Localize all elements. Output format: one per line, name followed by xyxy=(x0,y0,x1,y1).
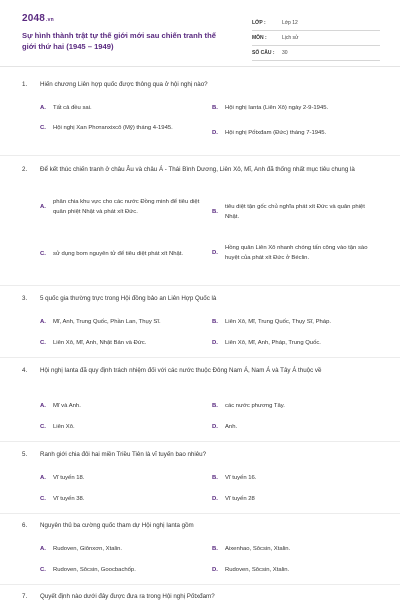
option-text: Liên Xô, Mĩ, Trung Quốc, Thụy Sĩ, Pháp. xyxy=(225,319,331,325)
meta-row-count xyxy=(252,46,380,61)
option-text: Aixenhao, Sôcsin, Xtalin. xyxy=(225,546,291,552)
option-1b[interactable] xyxy=(212,104,382,114)
question-6 xyxy=(22,521,380,532)
option-2b[interactable] xyxy=(212,203,382,223)
meta-table xyxy=(252,16,380,61)
option-1c[interactable] xyxy=(40,124,205,134)
option-text: Hồng quân Liên Xô nhanh chóng tấn công vào tận sào huyệt của phát xít Đức ở Béclin. xyxy=(225,245,368,261)
option-letter: A. xyxy=(40,475,46,481)
question-number: 7. xyxy=(22,593,28,600)
option-text: Hội nghị Pốtxđam (Đức) tháng 7-1945. xyxy=(225,130,327,136)
option-letter: C. xyxy=(40,251,46,257)
option-6d[interactable] xyxy=(212,566,382,576)
question-divider xyxy=(0,285,400,286)
option-text: Vĩ tuyến 28 xyxy=(225,496,255,502)
option-3b[interactable] xyxy=(212,318,382,328)
option-5c[interactable] xyxy=(40,495,205,505)
option-letter: A. xyxy=(40,105,46,111)
option-text: Liên Xô, Mĩ, Anh, Nhật Bản và Đức. xyxy=(53,340,147,346)
option-letter: C. xyxy=(40,125,46,131)
option-5d[interactable] xyxy=(212,495,382,505)
option-letter: A. xyxy=(40,203,46,210)
option-3a[interactable] xyxy=(40,318,205,328)
logo-text: 2048 xyxy=(22,13,46,24)
option-text: Liên Xô, Mĩ, Anh, Pháp, Trung Quốc. xyxy=(225,340,321,346)
option-letter: B. xyxy=(212,319,218,325)
option-2d[interactable] xyxy=(212,244,382,264)
option-5a[interactable] xyxy=(40,474,205,484)
question-number: 1. xyxy=(22,81,28,88)
meta-value: 30 xyxy=(282,50,288,56)
question-divider xyxy=(0,441,400,442)
meta-key: MÔN : xyxy=(252,35,267,41)
meta-key: LỚP : xyxy=(252,20,266,26)
option-text: Tất cả đều sai. xyxy=(53,105,92,111)
option-6a[interactable] xyxy=(40,545,205,555)
option-text: Rudoven, Sôcsin, Xtalin. xyxy=(225,567,290,573)
question-text: Để kết thúc chiến tranh ở châu Âu và châu Á - Thái Bình Dương, Liên Xô, Mĩ, Anh đã thống nhất mục tiêu chung là xyxy=(40,166,355,173)
option-letter: C. xyxy=(40,424,46,430)
option-1a[interactable] xyxy=(40,104,200,114)
option-3d[interactable] xyxy=(212,339,382,349)
question-divider xyxy=(0,584,400,585)
option-letter: A. xyxy=(40,403,46,409)
option-text: Liên Xô. xyxy=(53,424,75,430)
question-text: Hội nghị Ianta đã quy định trách nhiệm đối với các nước thuộc Đông Nam Á, Nam Á và Tây Á thuộc về xyxy=(40,367,322,374)
option-letter: B. xyxy=(212,403,218,409)
option-6c[interactable] xyxy=(40,566,205,576)
option-4c[interactable] xyxy=(40,423,205,433)
option-5b[interactable] xyxy=(212,474,382,484)
question-divider xyxy=(0,155,400,156)
question-text: Ranh giới chia đôi hai miền Triều Tiên là vĩ tuyến bao nhiêu? xyxy=(40,451,207,458)
question-5 xyxy=(22,450,380,461)
meta-row-grade xyxy=(252,16,380,31)
option-letter: D. xyxy=(212,130,218,136)
option-2c[interactable] xyxy=(40,250,205,260)
option-letter: D. xyxy=(212,249,218,256)
option-text: sử dụng bom nguyên tử để tiêu diệt phát xít Nhật. xyxy=(53,251,184,257)
question-divider xyxy=(0,513,400,514)
option-letter: D. xyxy=(212,496,218,502)
option-3c[interactable] xyxy=(40,339,205,349)
option-letter: B. xyxy=(212,208,218,215)
option-letter: C. xyxy=(40,567,46,573)
question-number: 6. xyxy=(22,522,28,529)
option-letter: A. xyxy=(40,546,46,552)
option-text: Rudoven, Giônxơn, Xtalin. xyxy=(53,546,123,552)
question-1 xyxy=(22,80,380,91)
option-6b[interactable] xyxy=(212,545,382,555)
question-number: 2. xyxy=(22,166,28,173)
question-text: Nguyên thủ ba cường quốc tham dự Hội nghị Ianta gồm xyxy=(40,522,194,529)
option-text: Mĩ, Anh, Trung Quốc, Phần Lan, Thụy Sĩ. xyxy=(53,319,161,325)
option-1d[interactable] xyxy=(212,129,382,139)
meta-row-subject xyxy=(252,31,380,46)
option-text: phân chia khu vực cho các nước Đồng minh để tiêu diệt quân phiệt Nhật và phát xít Đức. xyxy=(53,199,200,215)
question-number: 4. xyxy=(22,367,28,374)
question-text: 5 quốc gia thường trực trong Hội đồng bảo an Liên Hợp Quốc là xyxy=(40,295,217,302)
option-letter: B. xyxy=(212,475,218,481)
question-4 xyxy=(22,366,380,377)
meta-key: SỐ CÂU : xyxy=(252,50,275,56)
option-letter: C. xyxy=(40,340,46,346)
option-text: Vĩ tuyến 16. xyxy=(225,475,257,481)
option-text: Rudoven, Sôcsin, Goocbachốp. xyxy=(53,567,136,573)
header-divider xyxy=(0,66,400,67)
option-letter: B. xyxy=(212,105,218,111)
logo-tld: .vn xyxy=(46,17,54,23)
question-text: Quyết định nào dưới đây được đưa ra trong Hội nghị Pốtxđam? xyxy=(40,593,215,600)
option-letter: D. xyxy=(212,567,218,573)
question-text: Hiến chương Liên hợp quốc được thông qua ở hội nghị nào? xyxy=(40,81,208,88)
question-number: 5. xyxy=(22,451,28,458)
option-text: Hội nghị Xan Phơranxixcô (Mỹ) tháng 4-1945. xyxy=(53,125,173,131)
site-logo[interactable] xyxy=(22,13,54,24)
option-text: Mĩ và Anh. xyxy=(53,403,81,409)
option-4d[interactable] xyxy=(212,423,382,433)
option-4a[interactable] xyxy=(40,402,205,412)
option-text: tiêu diệt tận gốc chủ nghĩa phát xít Đức và quân phiệt Nhật. xyxy=(225,204,365,220)
option-letter: D. xyxy=(212,424,218,430)
question-3 xyxy=(22,294,380,305)
option-letter: B. xyxy=(212,546,218,552)
option-letter: D. xyxy=(212,340,218,346)
option-letter: C. xyxy=(40,496,46,502)
option-text: Vĩ tuyến 38. xyxy=(53,496,85,502)
question-number: 3. xyxy=(22,295,28,302)
option-text: Hội nghị Ianta (Liên Xô) ngày 2-9-1945. xyxy=(225,105,329,111)
page-header xyxy=(0,0,400,66)
option-letter: A. xyxy=(40,319,46,325)
option-text: Anh. xyxy=(225,424,238,430)
option-2a[interactable] xyxy=(40,198,205,218)
question-divider xyxy=(0,357,400,358)
question-2 xyxy=(22,165,380,176)
meta-value: Lịch sử xyxy=(282,35,299,41)
option-text: Vĩ tuyến 18. xyxy=(53,475,85,481)
page-title: Sự hình thành trật tự thế giới mới sau chiến tranh thế giới thứ hai (1945 – 1949) xyxy=(22,31,216,51)
option-4b[interactable] xyxy=(212,402,382,412)
meta-value: Lớp 12 xyxy=(282,20,298,26)
question-7 xyxy=(22,592,380,600)
option-text: các nước phương Tây. xyxy=(225,403,285,409)
